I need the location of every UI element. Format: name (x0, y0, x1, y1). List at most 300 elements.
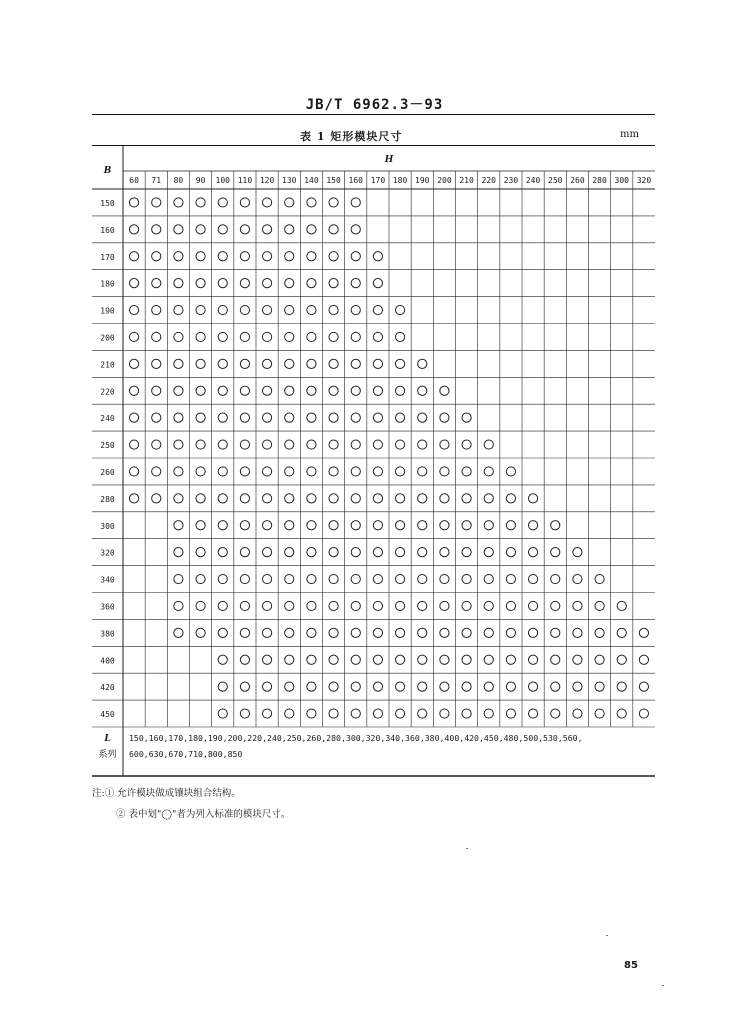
standard-size-circle-mark (639, 628, 648, 637)
standard-size-circle-mark (174, 601, 183, 610)
standard-size-circle-mark (174, 574, 183, 583)
standard-size-circle-mark (262, 655, 271, 664)
b-value-row-label: 380 (100, 629, 115, 639)
l-series-values-line-2: 600,630,670,710,800,850 (129, 749, 243, 759)
standard-size-circle-mark (240, 413, 249, 422)
standard-size-circle-mark (351, 386, 360, 395)
standard-size-circle-mark (395, 494, 404, 503)
standard-size-circle-mark (462, 655, 471, 664)
standard-size-circle-mark (262, 628, 271, 637)
standard-size-circle-mark (395, 440, 404, 449)
standard-size-circle-mark (218, 279, 227, 288)
standard-size-circle-mark (395, 359, 404, 368)
standard-size-circle-mark (484, 467, 493, 476)
standard-size-circle-mark (373, 279, 382, 288)
standard-size-circle-mark (129, 279, 138, 288)
standard-size-circle-mark (152, 198, 161, 207)
h-value-header: 120 (259, 176, 275, 185)
standard-size-circle-mark (329, 682, 338, 691)
standard-size-circle-mark (440, 548, 449, 557)
standard-size-circle-mark (528, 548, 537, 557)
standard-size-circle-mark (506, 601, 515, 610)
h-value-header: 160 (348, 176, 363, 185)
standard-size-circle-mark (129, 305, 138, 314)
b-value-row-label: 210 (100, 360, 115, 370)
standard-size-circle-mark (262, 225, 271, 234)
standard-size-circle-mark (218, 601, 227, 610)
standard-size-circle-mark (551, 574, 560, 583)
standard-size-circle-mark (617, 682, 626, 691)
standard-size-circle-mark (174, 305, 183, 314)
standard-size-circle-mark (285, 494, 294, 503)
standard-size-circle-mark (373, 305, 382, 314)
l-series-label: L (104, 734, 111, 744)
standard-size-circle-mark (484, 494, 493, 503)
standard-size-circle-mark (395, 574, 404, 583)
standard-size-circle-mark (418, 574, 427, 583)
b-value-row-label: 300 (100, 521, 115, 531)
standard-size-circle-mark (418, 709, 427, 718)
standard-size-circle-mark (240, 252, 249, 261)
standard-size-circle-mark (351, 359, 360, 368)
standard-size-circle-mark (152, 386, 161, 395)
standard-size-circle-mark (218, 628, 227, 637)
standard-size-circle-mark (373, 440, 382, 449)
standard-size-circle-mark (351, 305, 360, 314)
note-1: 注:① 允许模块做成镶块组合结构。 (92, 788, 241, 799)
standard-size-circle-mark (329, 279, 338, 288)
standard-size-circle-mark (129, 467, 138, 476)
standard-size-circle-mark (373, 386, 382, 395)
standard-size-circle-mark (528, 574, 537, 583)
standard-size-circle-mark (440, 601, 449, 610)
standard-size-circle-mark (418, 628, 427, 637)
standard-size-circle-mark (351, 279, 360, 288)
standard-size-circle-mark (395, 628, 404, 637)
standard-size-circle-mark (218, 332, 227, 341)
standard-size-circle-mark (418, 682, 427, 691)
h-value-header: 210 (459, 176, 474, 185)
standard-size-circle-mark (528, 601, 537, 610)
standard-size-circle-mark (218, 386, 227, 395)
b-value-row-label: 450 (100, 710, 115, 720)
standard-size-circle-mark (573, 682, 582, 691)
standard-size-circle-mark (440, 682, 449, 691)
standard-size-circle-mark (152, 279, 161, 288)
h-value-header: 110 (237, 176, 253, 185)
standard-size-circle-mark (218, 467, 227, 476)
standard-size-circle-mark (285, 386, 294, 395)
standard-size-circle-mark (218, 682, 227, 691)
standard-size-circle-mark (418, 494, 427, 503)
standard-size-circle-mark (462, 601, 471, 610)
h-value-header: 170 (370, 176, 386, 185)
standard-size-circle-mark (196, 467, 205, 476)
standard-size-circle-mark (329, 252, 338, 261)
standard-size-circle-mark (373, 359, 382, 368)
standard-size-circle-mark (528, 521, 537, 530)
standard-size-circle-mark (351, 467, 360, 476)
standard-size-circle-mark (373, 628, 382, 637)
standard-size-circle-mark (196, 252, 205, 261)
standard-size-circle-mark (285, 252, 294, 261)
standard-size-circle-mark (285, 601, 294, 610)
standard-size-circle-mark (218, 359, 227, 368)
standard-size-circle-mark (329, 574, 338, 583)
b-value-row-label: 200 (100, 333, 115, 343)
h-value-header: 60 (129, 176, 139, 185)
standard-size-circle-mark (196, 359, 205, 368)
standard-size-circle-mark (196, 198, 205, 207)
standard-size-circle-mark (218, 521, 227, 530)
standard-size-circle-mark (418, 548, 427, 557)
standard-size-circle-mark (351, 225, 360, 234)
standard-size-circle-mark (174, 359, 183, 368)
standard-size-circle-mark (152, 494, 161, 503)
h-value-header: 130 (282, 176, 297, 185)
standard-size-circle-mark (595, 601, 604, 610)
standard-size-circle-mark (196, 440, 205, 449)
standard-size-circle-mark (418, 655, 427, 664)
standard-size-circle-mark (329, 548, 338, 557)
standard-size-circle-mark (196, 521, 205, 530)
standard-size-circle-mark (484, 440, 493, 449)
standard-size-circle-mark (240, 601, 249, 610)
standard-size-circle-mark (418, 521, 427, 530)
standard-size-circle-mark (329, 359, 338, 368)
standard-size-circle-mark (373, 548, 382, 557)
standard-size-circle-mark (551, 709, 560, 718)
standard-size-circle-mark (262, 305, 271, 314)
standard-size-circle-mark (129, 494, 138, 503)
standard-size-circle-mark (418, 467, 427, 476)
standard-size-circle-mark (174, 494, 183, 503)
standard-size-circle-mark (351, 709, 360, 718)
standard-size-circle-mark (240, 225, 249, 234)
standard-size-circle-mark (218, 413, 227, 422)
standard-size-circle-mark (595, 709, 604, 718)
note-2: ② 表中划"◯"者为列入标准的模块尺寸。 (116, 809, 291, 820)
standard-size-circle-mark (395, 467, 404, 476)
standard-size-circle-mark (484, 548, 493, 557)
standard-size-circle-mark (484, 628, 493, 637)
standard-size-circle-mark (129, 359, 138, 368)
standard-size-circle-mark (152, 413, 161, 422)
h-value-header: 250 (548, 176, 563, 185)
standard-size-circle-mark (307, 386, 316, 395)
standard-size-circle-mark (218, 225, 227, 234)
standard-size-circle-mark (373, 413, 382, 422)
standard-size-circle-mark (285, 332, 294, 341)
standard-size-circle-mark (595, 682, 604, 691)
standard-size-circle-mark (285, 305, 294, 314)
standard-size-circle-mark (551, 682, 560, 691)
standard-size-circle-mark (418, 440, 427, 449)
standard-size-circle-mark (440, 440, 449, 449)
h-value-header: 220 (481, 176, 496, 185)
standard-size-circle-mark (351, 332, 360, 341)
standard-size-circle-mark (617, 655, 626, 664)
standard-size-circle-mark (285, 359, 294, 368)
standard-size-circle-mark (329, 413, 338, 422)
standard-size-circle-mark (307, 601, 316, 610)
standard-size-circle-mark (329, 440, 338, 449)
standard-size-circle-mark (285, 440, 294, 449)
b-value-row-label: 170 (100, 252, 115, 262)
standard-size-circle-mark (440, 413, 449, 422)
standard-size-circle-mark (329, 332, 338, 341)
standard-size-circle-mark (152, 332, 161, 341)
standard-size-circle-mark (152, 252, 161, 261)
standard-size-circle-mark (285, 628, 294, 637)
standard-size-circle-mark (373, 252, 382, 261)
standard-size-circle-mark (484, 709, 493, 718)
standard-size-circle-mark (240, 628, 249, 637)
standard-size-circle-mark (351, 252, 360, 261)
standard-size-circle-mark (307, 440, 316, 449)
standard-size-circle-mark (307, 467, 316, 476)
standard-size-circle-mark (462, 574, 471, 583)
standard-size-circle-mark (373, 467, 382, 476)
standard-size-circle-mark (528, 655, 537, 664)
h-value-header: 150 (326, 176, 341, 185)
standard-size-circle-mark (240, 359, 249, 368)
standard-size-circle-mark (639, 682, 648, 691)
standard-size-circle-mark (484, 601, 493, 610)
standard-size-circle-mark (528, 494, 537, 503)
b-value-row-label: 160 (100, 225, 115, 235)
standard-size-circle-mark (196, 574, 205, 583)
standard-size-circle-mark (240, 494, 249, 503)
standard-size-circle-mark (329, 521, 338, 530)
standard-size-circle-mark (285, 682, 294, 691)
standard-size-circle-mark (351, 440, 360, 449)
standard-size-circle-mark (218, 548, 227, 557)
standard-size-circle-mark (307, 305, 316, 314)
standard-size-circle-mark (262, 548, 271, 557)
h-value-header: 90 (195, 176, 206, 185)
standard-size-circle-mark (329, 305, 338, 314)
standard-size-circle-mark (240, 521, 249, 530)
standard-size-circle-mark (329, 709, 338, 718)
standard-size-circle-mark (307, 225, 316, 234)
b-value-row-label: 240 (100, 414, 115, 424)
standard-size-circle-mark (617, 709, 626, 718)
standard-size-circle-mark (617, 601, 626, 610)
standard-size-circle-mark (440, 709, 449, 718)
standard-size-circle-mark (218, 574, 227, 583)
standard-size-circle-mark (307, 332, 316, 341)
standard-size-circle-mark (551, 601, 560, 610)
standard-size-circle-mark (551, 655, 560, 664)
standard-size-circle-mark (129, 198, 138, 207)
standard-size-circle-mark (639, 709, 648, 718)
standard-size-circle-mark (351, 682, 360, 691)
standard-size-circle-mark (440, 574, 449, 583)
page-number: 85 (624, 960, 638, 971)
standard-size-circle-mark (152, 225, 161, 234)
standard-size-circle-mark (129, 413, 138, 422)
standard-size-circle-mark (440, 386, 449, 395)
standard-size-circle-mark (262, 467, 271, 476)
standard-size-circle-mark (174, 440, 183, 449)
standard-size-circle-mark (152, 359, 161, 368)
h-value-header: 240 (525, 176, 541, 185)
standard-size-circle-mark (351, 521, 360, 530)
standard-size-circle-mark (285, 548, 294, 557)
standard-size-circle-mark (152, 467, 161, 476)
row-header-b-label: B (103, 166, 112, 176)
b-value-row-label: 220 (100, 387, 115, 397)
standard-size-circle-mark (307, 279, 316, 288)
standard-size-circle-mark (506, 548, 515, 557)
standard-size-circle-mark (595, 655, 604, 664)
standard-size-circle-mark (262, 682, 271, 691)
standard-size-circle-mark (329, 494, 338, 503)
standard-size-circle-mark (129, 440, 138, 449)
standard-size-circle-mark (484, 682, 493, 691)
h-value-header: 300 (614, 176, 629, 185)
standard-size-circle-mark (174, 225, 183, 234)
standard-size-circle-mark (351, 548, 360, 557)
standard-size-circle-mark (573, 709, 582, 718)
standard-size-circle-mark (262, 279, 271, 288)
standard-size-circle-mark (351, 601, 360, 610)
standard-size-circle-mark (440, 467, 449, 476)
standard-size-circle-mark (639, 655, 648, 664)
standard-size-circle-mark (262, 574, 271, 583)
standard-size-circle-mark (240, 332, 249, 341)
standard-size-circle-mark (551, 521, 560, 530)
standard-size-circle-mark (307, 655, 316, 664)
standard-size-circle-mark (573, 601, 582, 610)
standard-size-circle-mark (218, 252, 227, 261)
standard-size-circle-mark (395, 413, 404, 422)
standard-size-circle-mark (329, 467, 338, 476)
standard-size-circle-mark (218, 709, 227, 718)
standard-size-circle-mark (440, 655, 449, 664)
standard-size-circle-mark (218, 305, 227, 314)
standard-size-circle-mark (395, 682, 404, 691)
scan-speck (606, 935, 608, 936)
standard-size-circle-mark (307, 413, 316, 422)
standard-size-circle-mark (174, 386, 183, 395)
b-value-row-label: 420 (100, 683, 115, 693)
standard-size-circle-mark (373, 332, 382, 341)
standard-size-circle-mark (351, 574, 360, 583)
standard-size-circle-mark (218, 440, 227, 449)
standard-size-circle-mark (307, 709, 316, 718)
b-value-row-label: 320 (100, 548, 115, 558)
standard-size-circle-mark (551, 548, 560, 557)
standard-size-circle-mark (262, 521, 271, 530)
standard-size-circle-mark (174, 413, 183, 422)
standard-size-circle-mark (573, 655, 582, 664)
standard-size-circle-mark (285, 521, 294, 530)
standard-size-circle-mark (506, 467, 515, 476)
standard-size-circle-mark (484, 521, 493, 530)
standard-size-circle-mark (395, 548, 404, 557)
standard-size-circle-mark (395, 332, 404, 341)
standard-size-circle-mark (152, 305, 161, 314)
standard-size-circle-mark (240, 655, 249, 664)
standard-size-circle-mark (440, 494, 449, 503)
standard-size-circle-mark (329, 655, 338, 664)
standard-size-circle-mark (506, 682, 515, 691)
standard-size-circle-mark (307, 198, 316, 207)
standard-size-circle-mark (462, 548, 471, 557)
standard-size-circle-mark (373, 655, 382, 664)
h-value-header: 260 (570, 176, 585, 185)
standard-size-circle-mark (373, 494, 382, 503)
standard-size-circle-mark (285, 225, 294, 234)
standard-size-circle-mark (240, 279, 249, 288)
standard-size-circle-mark (285, 709, 294, 718)
standard-size-circle-mark (174, 198, 183, 207)
standard-size-circle-mark (506, 655, 515, 664)
standard-size-circle-mark (240, 386, 249, 395)
b-value-row-label: 340 (100, 575, 115, 585)
standard-size-circle-mark (240, 682, 249, 691)
standard-size-circle-mark (196, 548, 205, 557)
standard-size-circle-mark (440, 628, 449, 637)
standard-size-circle-mark (307, 252, 316, 261)
b-value-row-label: 250 (100, 441, 115, 451)
standard-size-circle-mark (573, 628, 582, 637)
standard-size-circle-mark (351, 494, 360, 503)
standard-size-circle-mark (528, 682, 537, 691)
standard-size-circle-mark (418, 386, 427, 395)
b-value-row-label: 180 (100, 279, 115, 289)
standard-size-circle-mark (285, 467, 294, 476)
standard-size-circle-mark (418, 359, 427, 368)
standard-size-circle-mark (262, 709, 271, 718)
standard-size-circle-mark (484, 655, 493, 664)
standard-size-circle-mark (262, 332, 271, 341)
standard-size-circle-mark (307, 359, 316, 368)
standard-size-circle-mark (462, 709, 471, 718)
standard-size-circle-mark (174, 628, 183, 637)
standard-size-circle-mark (329, 386, 338, 395)
b-value-row-label: 150 (100, 198, 115, 208)
standard-size-circle-mark (218, 494, 227, 503)
standard-size-circle-mark (196, 601, 205, 610)
standard-size-circle-mark (196, 628, 205, 637)
standard-size-circle-mark (196, 332, 205, 341)
standard-size-circle-mark (196, 413, 205, 422)
b-value-row-label: 280 (100, 494, 115, 504)
standard-size-circle-mark (129, 252, 138, 261)
table-title: 表 1 矩形模块尺寸 (300, 130, 403, 143)
standard-size-circle-mark (285, 279, 294, 288)
b-value-row-label: 190 (100, 306, 115, 316)
standard-size-circle-mark (262, 494, 271, 503)
h-value-header: 190 (415, 176, 430, 185)
l-series-label-suffix: 系列 (98, 750, 117, 760)
h-value-header: 80 (173, 176, 184, 185)
standard-size-circle-mark (462, 521, 471, 530)
standard-size-circle-mark (196, 279, 205, 288)
standard-size-circle-mark (373, 709, 382, 718)
standard-size-circle-mark (528, 628, 537, 637)
standard-code-header: JB/T 6962.3－93 (305, 97, 444, 113)
scan-speck (662, 985, 664, 986)
standard-size-circle-mark (506, 628, 515, 637)
standard-size-circle-mark (262, 252, 271, 261)
standard-size-circle-mark (329, 225, 338, 234)
standard-size-circle-mark (262, 440, 271, 449)
standard-size-circle-mark (196, 494, 205, 503)
